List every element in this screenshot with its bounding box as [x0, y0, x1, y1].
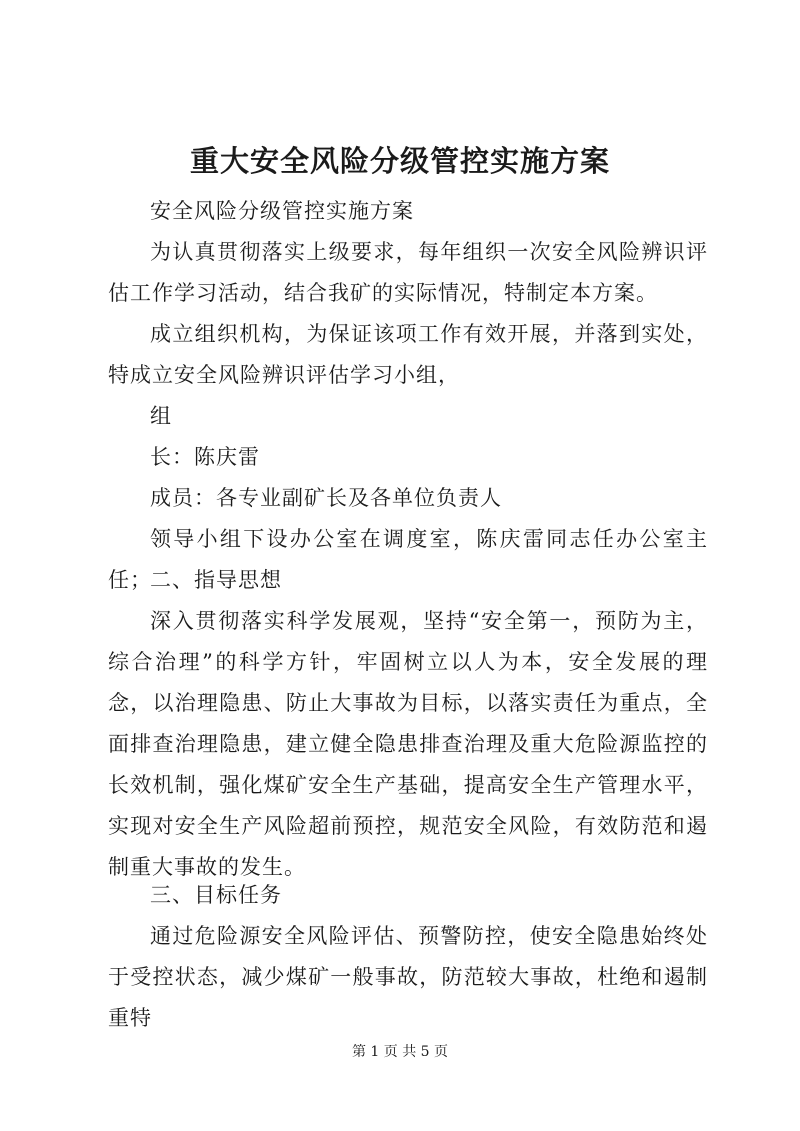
paragraph-organization: 成立组织机构，为保证该项工作有效开展，并落到实处，特成立安全风险辨识评估学习小组，	[108, 322, 708, 387]
paragraph-members: 成员：各专业副矿长及各单位负责人	[150, 486, 502, 510]
paragraph-intro: 为认真贯彻落实上级要求，每年组织一次安全风险辨识评估工作学习活动，结合我矿的实际情况，特制定本方案。	[108, 240, 708, 305]
document-title: 重大安全风险分级管控实施方案	[189, 144, 610, 178]
paragraph-leader: 长：陈庆雷	[150, 445, 260, 469]
section-heading-guiding-ideology: 二、指导思想	[150, 568, 282, 592]
paragraph-subtitle: 安全风险分级管控实施方案	[150, 199, 414, 223]
page-footer: 第 1 页 共 5 页	[351, 1044, 449, 1060]
paragraph-office: 领导小组下设办公室在调度室，陈庆雷同志任办公室主任；	[108, 527, 708, 592]
paragraph-group: 组	[150, 404, 172, 428]
paragraph-goals: 通过危险源安全风险评估、预警防控，使安全隐患始终处于受控状态，减少煤矿一般事故，防范较大事故，杜绝和遏制重特	[108, 924, 708, 1030]
paragraph-guiding-ideology: 深入贯彻落实科学发展观，坚持“安全第一，预防为主，综合治理”的科学方针，牢固树立以人为本，安全发展的理念，以治理隐患、防止大事故为目标，以落实责任为重点，全面排查治理隐患，建立健全隐患排查治理及重大危险源监控的长效机制，强化煤矿安全生产基础，提高安全生产管理水平，实现对安全生产风险超前预控，规范安全风险，有效防范和遏制重大事故的发生。	[108, 609, 708, 879]
section-heading-goals: 三、目标任务	[150, 883, 282, 907]
